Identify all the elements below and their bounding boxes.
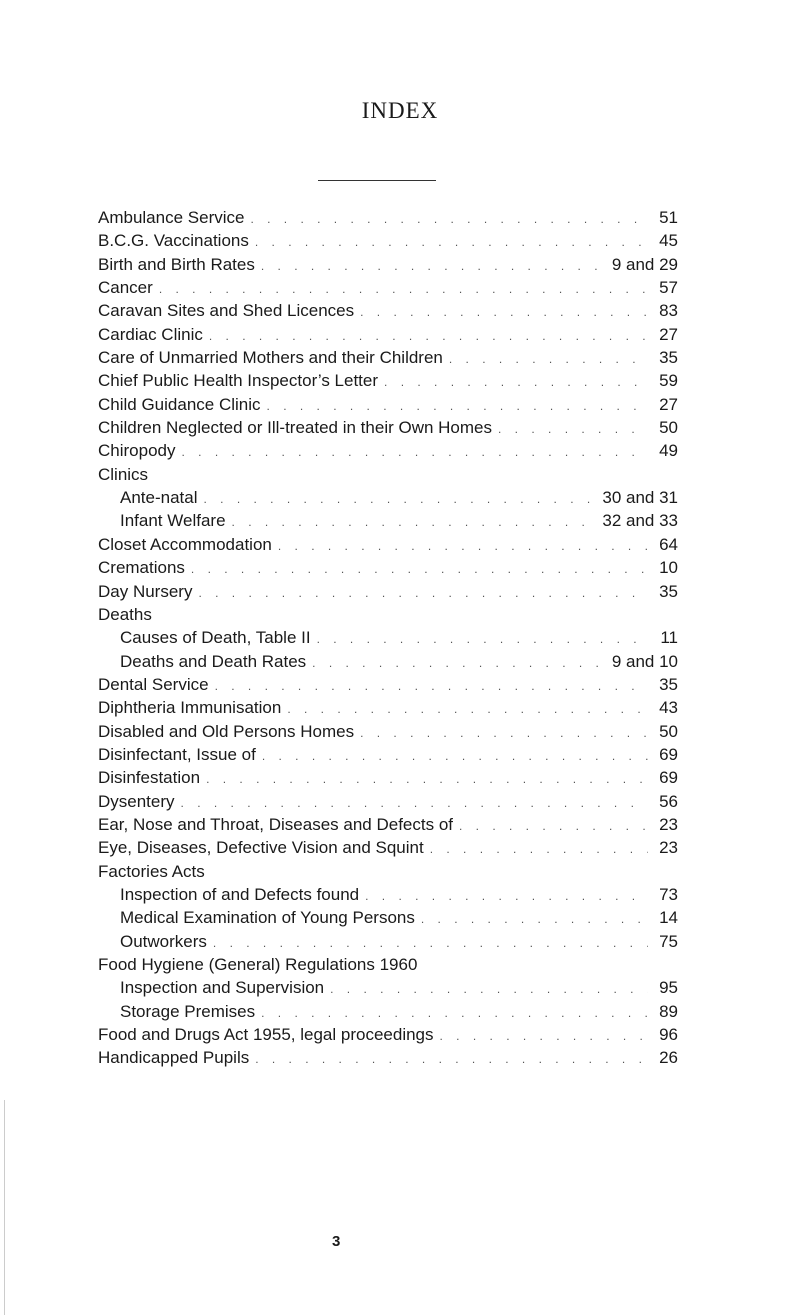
entry-page: 83 xyxy=(659,301,678,321)
index-entry xyxy=(98,883,678,906)
index-entry xyxy=(98,276,678,299)
entry-page: 75 xyxy=(659,931,678,951)
dot-leader xyxy=(261,1002,648,1025)
dot-leader xyxy=(215,675,648,698)
entry-page: 56 xyxy=(659,791,678,811)
dot-leader xyxy=(182,441,649,464)
entry-label: Child Guidance Clinic xyxy=(98,394,261,414)
index-entry xyxy=(98,393,678,416)
dot-leader xyxy=(360,301,648,324)
index-entry xyxy=(98,626,678,649)
index-entry xyxy=(98,766,678,789)
entry-page: 95 xyxy=(659,978,678,998)
entry-label: Closet Accommodation xyxy=(98,534,272,554)
entry-label: Outworkers xyxy=(120,931,207,951)
entry-label: Infant Welfare xyxy=(120,511,226,531)
index-entry xyxy=(98,743,678,766)
entry-page: 9 and 29 xyxy=(611,254,678,274)
entry-page: 57 xyxy=(659,278,678,298)
entry-page: 26 xyxy=(659,1048,678,1068)
index-heading xyxy=(98,860,678,883)
entry-page: 59 xyxy=(659,371,678,391)
entry-label: Medical Examination of Young Persons xyxy=(120,908,415,928)
dot-leader xyxy=(181,792,648,815)
dot-leader xyxy=(459,815,648,838)
entry-label: Children Neglected or Ill-treated in their Own Homes xyxy=(98,418,493,438)
entry-label: Clinics xyxy=(98,464,149,484)
dot-leader xyxy=(209,325,648,348)
entry-page: 35 xyxy=(659,348,678,368)
dot-leader xyxy=(360,722,648,745)
entry-label: Ambulance Service xyxy=(98,208,245,227)
index-entry xyxy=(98,696,678,719)
dot-leader xyxy=(421,908,648,931)
entry-label: Diphtheria Immunisation xyxy=(98,698,282,718)
dot-leader xyxy=(191,558,648,581)
dot-leader xyxy=(287,698,648,721)
entry-label: Food Hygiene (General) Regulations 1960 xyxy=(98,955,418,974)
entry-page: 23 xyxy=(659,814,678,834)
index-entry xyxy=(98,906,678,929)
index-entry xyxy=(98,650,678,673)
entry-label: Ante-natal xyxy=(120,488,198,508)
index-entry xyxy=(98,369,678,392)
dot-leader xyxy=(440,1025,648,1048)
index-entry xyxy=(98,346,678,369)
entry-label: Cardiac Clinic xyxy=(98,324,203,344)
entry-label: Factories Acts xyxy=(98,861,205,881)
entry-label: Deaths and Death Rates xyxy=(120,651,307,671)
dot-leader xyxy=(384,371,648,394)
index-entry xyxy=(98,509,678,532)
entry-page: 30 and 31 xyxy=(602,488,678,508)
index-entry xyxy=(98,556,678,579)
index-entry xyxy=(98,836,678,859)
entry-page: 14 xyxy=(659,908,678,928)
entry-label: Birth and Birth Rates xyxy=(98,254,255,274)
index-entry xyxy=(98,976,678,999)
index-entry xyxy=(98,299,678,322)
index-list xyxy=(98,206,678,1070)
dot-leader xyxy=(198,582,648,605)
dot-leader xyxy=(262,745,648,768)
index-entry xyxy=(98,253,678,276)
entry-page: 51 xyxy=(659,208,678,227)
index-entry xyxy=(98,1046,678,1069)
entry-label: Food and Drugs Act 1955, legal proceedings xyxy=(98,1025,434,1045)
dot-leader xyxy=(312,652,606,675)
entry-page: 11 xyxy=(660,628,678,648)
entry-label: B.C.G. Vaccinations xyxy=(98,231,249,251)
entry-label: Cremations xyxy=(98,558,185,578)
dot-leader xyxy=(330,978,648,1001)
entry-page: 96 xyxy=(659,1025,678,1045)
entry-page: 69 xyxy=(659,768,678,788)
entry-label: Day Nursery xyxy=(98,581,193,601)
entry-page: 27 xyxy=(659,394,678,414)
entry-label: Disabled and Old Persons Homes xyxy=(98,721,355,741)
entry-label: Causes of Death, Table II xyxy=(120,628,311,648)
index-entry xyxy=(98,673,678,696)
entry-page: 43 xyxy=(659,698,678,718)
index-entry xyxy=(98,720,678,743)
entry-label: Eye, Diseases, Defective Vision and Squint xyxy=(98,838,424,858)
index-entry xyxy=(98,813,678,836)
dot-leader xyxy=(267,395,648,418)
entry-label: Dental Service xyxy=(98,674,209,694)
index-heading xyxy=(98,603,678,626)
dot-leader xyxy=(317,628,648,651)
entry-label: Deaths xyxy=(98,604,152,624)
index-entry xyxy=(98,323,678,346)
entry-label: Care of Unmarried Mothers and their Children xyxy=(98,348,443,368)
index-heading xyxy=(98,953,678,976)
entry-page: 35 xyxy=(659,674,678,694)
page-number: 3 xyxy=(332,1233,341,1250)
entry-label: Inspection and Supervision xyxy=(120,978,325,998)
entry-page: 50 xyxy=(659,721,678,741)
index-entry xyxy=(98,1000,678,1023)
dot-leader xyxy=(255,1048,648,1071)
entry-label: Cancer xyxy=(98,278,153,298)
index-entry xyxy=(98,229,678,252)
page-title: INDEX xyxy=(361,98,439,123)
index-entry xyxy=(98,533,678,556)
entry-label: Storage Premises xyxy=(120,1001,256,1021)
dot-leader xyxy=(261,255,606,278)
entry-label: Caravan Sites and Shed Licences xyxy=(98,301,355,321)
dot-leader xyxy=(159,278,648,301)
entry-page: 27 xyxy=(659,324,678,344)
index-entry xyxy=(98,580,678,603)
index-entry xyxy=(98,930,678,953)
index-entry xyxy=(98,416,678,439)
entry-page: 32 and 33 xyxy=(602,511,678,531)
index-entry xyxy=(98,486,678,509)
entry-label: Dysentery xyxy=(98,791,175,811)
dot-leader xyxy=(213,932,648,955)
entry-page: 35 xyxy=(659,581,678,601)
index-heading xyxy=(98,463,678,486)
index-entry xyxy=(98,790,678,813)
entry-page: 45 xyxy=(659,231,678,251)
entry-label: Ear, Nose and Throat, Diseases and Defects of xyxy=(98,814,453,834)
entry-label: Chief Public Health Inspector’s Letter xyxy=(98,371,379,391)
dot-leader xyxy=(278,535,648,558)
entry-label: Inspection of and Defects found xyxy=(120,884,360,904)
dot-leader xyxy=(449,348,648,371)
page-edge-line xyxy=(4,1100,5,1315)
entry-page: 64 xyxy=(659,534,678,554)
entry-page: 89 xyxy=(659,1001,678,1021)
dot-leader xyxy=(206,768,648,791)
dot-leader xyxy=(255,231,648,254)
entry-label: Disinfestation xyxy=(98,768,201,788)
dot-leader xyxy=(232,511,597,534)
dot-leader xyxy=(250,208,648,231)
entry-label: Handicapped Pupils xyxy=(98,1048,250,1068)
entry-page: 50 xyxy=(659,418,678,438)
title-divider xyxy=(318,180,436,181)
entry-page: 9 and 10 xyxy=(611,651,678,671)
index-entry xyxy=(98,206,678,229)
entry-page: 49 xyxy=(659,441,678,461)
dot-leader xyxy=(430,838,648,861)
entry-label: Chiropody xyxy=(98,441,176,461)
index-entry xyxy=(98,1023,678,1046)
entry-page: 73 xyxy=(659,884,678,904)
dot-leader xyxy=(365,885,648,908)
entry-page: 10 xyxy=(659,558,678,578)
entry-page: 69 xyxy=(659,744,678,764)
dot-leader xyxy=(498,418,648,441)
index-entry xyxy=(98,439,678,462)
dot-leader xyxy=(204,488,597,511)
entry-label: Disinfectant, Issue of xyxy=(98,744,256,764)
entry-page: 23 xyxy=(659,838,678,858)
